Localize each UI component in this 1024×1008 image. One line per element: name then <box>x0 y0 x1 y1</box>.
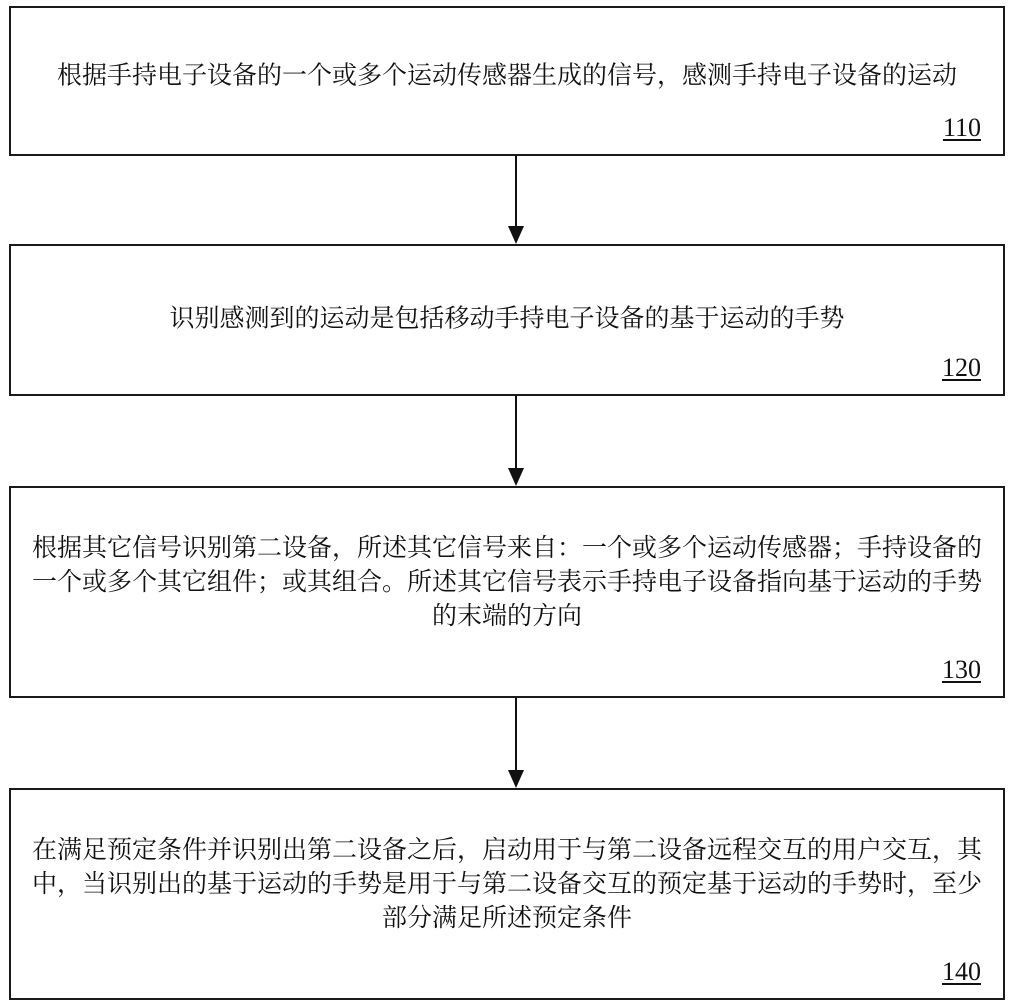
arrow-130-to-140 <box>508 698 524 788</box>
arrow-110-to-120 <box>508 156 524 244</box>
step-text-130: 根据其它信号识别第二设备，所述其它信号来自：一个或多个运动传感器；手持设备的一个或多个其它组件；或其组合。所述其它信号表示手持电子设备指向基于运动的手势的末端的方向 <box>31 532 982 630</box>
step-box-120 <box>9 244 1005 396</box>
step-number-140: 140 <box>942 957 981 986</box>
step-text-120: 识别感测到的运动是包括移动手持电子设备的基于运动的手势 <box>169 303 845 333</box>
step-box-130 <box>9 486 1005 698</box>
step-number-110: 110 <box>942 113 981 142</box>
arrow-120-to-130 <box>508 396 524 486</box>
step-box-140 <box>9 788 1005 1000</box>
step-number-130: 130 <box>942 655 981 684</box>
step-text-110: 根据手持电子设备的一个或多个运动传感器生成的信号，感测手持电子设备的运动 <box>56 60 957 90</box>
step-number-120: 120 <box>942 353 981 382</box>
step-box-110 <box>9 6 1005 156</box>
step-text-140: 在满足预定条件并识别出第二设备之后，启动用于与第二设备远程交互的用户交互，其中，当识别出的基于运动的手势是用于与第二设备交互的预定基于运动的手势时，至少部分满足所述预定条件 <box>31 834 982 932</box>
